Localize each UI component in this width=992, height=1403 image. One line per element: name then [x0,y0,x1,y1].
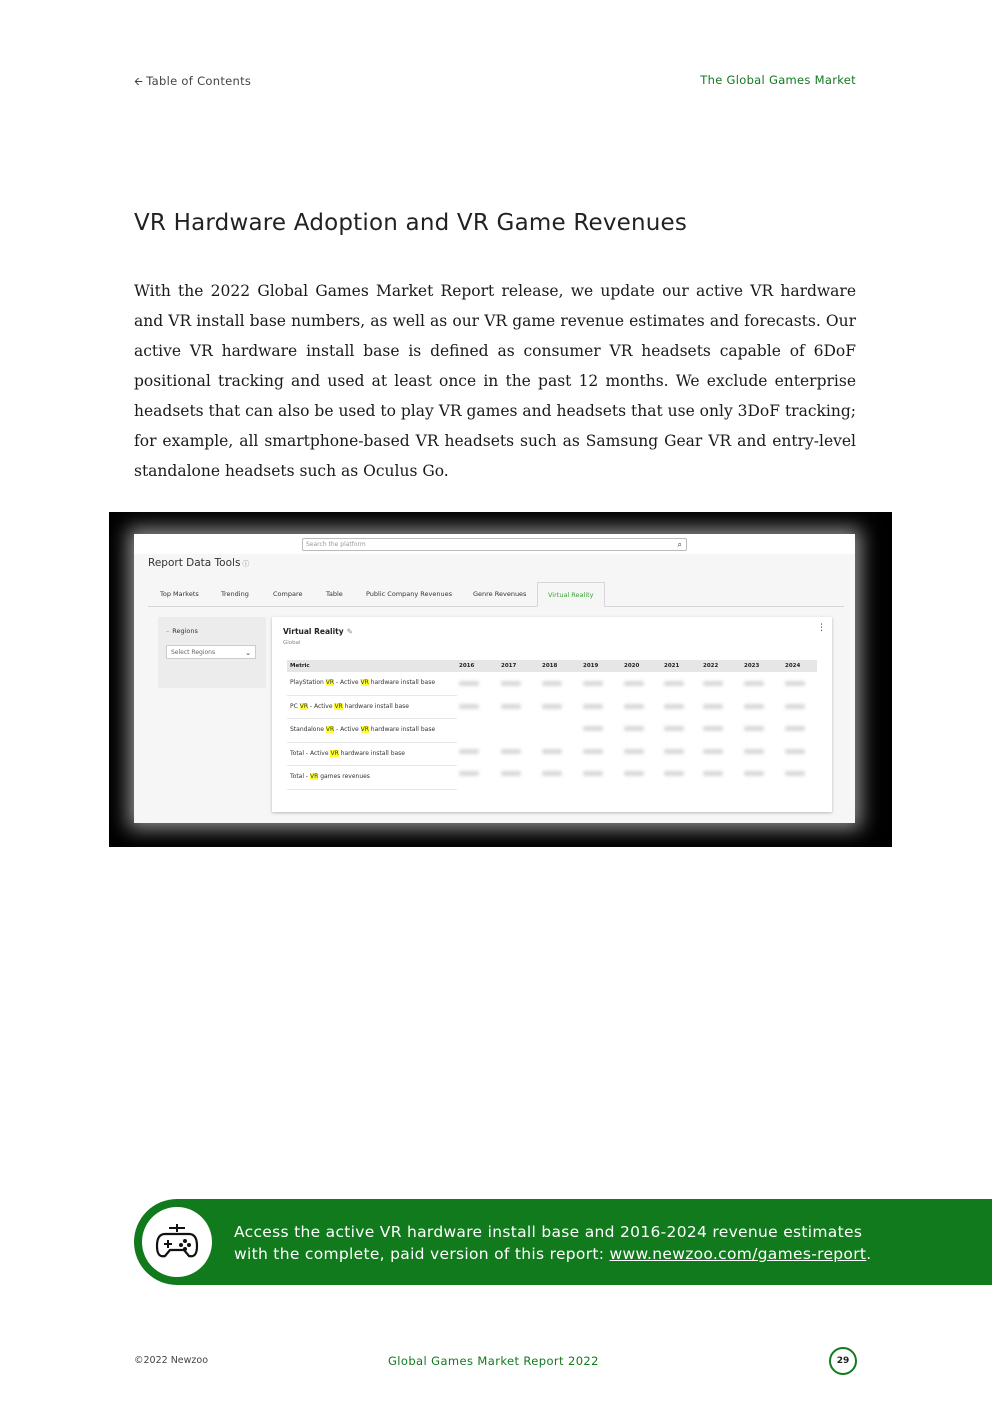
table-of-contents-link[interactable] [134,73,251,92]
blurred-cell [744,771,764,776]
blurred-cell [744,704,764,709]
blurred-cell [703,704,723,709]
col-2018: 2018 [542,663,558,669]
regions-text: Regions [172,627,198,635]
table-row [287,766,457,790]
info-icon[interactable]: ⓘ [242,560,250,568]
col-2024: 2024 [785,663,801,669]
banner-line-2-prefix: with the complete, paid version of this report: [234,1245,610,1263]
label-segment: PC [290,702,300,710]
col-2022: 2022 [703,663,719,669]
blurred-cell [624,749,644,754]
upsell-banner [134,1199,992,1285]
blurred-cell [785,749,805,754]
search-placeholder: Search the platform [306,541,366,548]
row-metric-label [290,703,409,710]
tab-top-markets[interactable]: Top Markets [160,590,199,598]
blurred-cell [583,749,603,754]
blurred-cell [459,749,479,754]
blurred-cell [459,681,479,686]
tab-trending[interactable]: Trending [221,590,249,598]
label-segment: Standalone [290,726,326,733]
blurred-cell [542,749,562,754]
toc-label: Table of Contents [146,74,252,88]
card-title [283,627,353,636]
label-segment: Total - Active [290,749,331,757]
row-metric-label [290,726,435,733]
blurred-values [459,672,819,784]
gamepad-icon [142,1207,212,1277]
label-segment: - Active [308,702,335,710]
screenshot-frame [134,534,855,823]
regions-select-value: Select Regions [171,649,216,656]
blurred-cell [703,749,723,754]
blurred-cell [501,749,521,754]
report-data-tools-heading [148,557,249,569]
vr-table [287,660,817,790]
blurred-cell [459,704,479,709]
banner-line-1: Access the active VR hardware install base and 2016-2024 revenue estimates [234,1223,863,1241]
arrow-left-icon: 🡨 [134,75,144,88]
blurred-cell [664,704,684,709]
report-tools-screenshot [109,512,892,847]
blurred-cell [703,726,723,731]
blurred-cell [785,726,805,731]
label-segment: Total - [290,773,310,780]
vr-highlight: VR [325,679,335,686]
vr-highlight: VR [310,773,319,780]
page-number: 29 [829,1347,857,1375]
chevron-down-icon: ⌄ [245,649,251,657]
blurred-cell [785,771,805,776]
blurred-cell [744,681,764,686]
blurred-cell [583,681,603,686]
vr-highlight: VR [299,702,308,710]
blurred-cell [664,749,684,754]
regions-label[interactable] [166,627,198,635]
banner-line-2 [234,1243,974,1265]
blurred-cell [542,681,562,686]
report-name: Global Games Market Report 2022 [388,1354,599,1368]
vr-highlight: VR [330,749,339,757]
label-segment: hardware install base [368,679,436,686]
blurred-cell [664,771,684,776]
vr-highlight: VR [334,702,343,710]
tab-public-company-revenues[interactable]: Public Company Revenues [366,590,452,598]
col-metric: Metric [290,663,310,669]
table-row [287,719,457,743]
row-metric-label [290,750,405,757]
label-segment: PlayStation [290,679,326,686]
blurred-cell [624,771,644,776]
regions-select[interactable] [166,645,256,659]
label-segment: hardware install base [338,749,405,757]
search-input[interactable] [302,538,687,551]
blurred-cell [542,704,562,709]
label-segment: - Active [334,726,361,733]
blurred-cell [501,681,521,686]
row-metric-label [290,773,370,780]
tab-virtual-reality[interactable]: Virtual Reality [537,582,605,607]
blurred-cell [459,771,479,776]
blurred-cell [583,771,603,776]
banner-text [234,1221,974,1265]
blurred-cell [624,681,644,686]
blurred-cell [501,704,521,709]
col-2016: 2016 [459,663,475,669]
report-data-tools-label: Report Data Tools [148,557,241,569]
vr-highlight: VR [360,726,369,733]
copyright: ©2022 Newzoo [134,1355,209,1366]
blurred-cell [624,704,644,709]
tab-compare[interactable]: Compare [273,590,303,598]
tab-bar [148,580,844,607]
label-segment: games revenues [318,773,370,780]
regions-filter-panel [158,617,266,688]
screenshot-topbar [134,534,855,554]
vr-highlight: VR [360,679,369,686]
blurred-cell [744,749,764,754]
gamepad-svg [155,1222,199,1262]
more-options-icon[interactable]: ⋮ [817,623,826,633]
table-header [287,660,817,672]
blurred-cell [664,681,684,686]
blurred-cell [744,726,764,731]
label-segment: hardware install base [368,726,436,733]
col-2020: 2020 [624,663,640,669]
blurred-cell [785,704,805,709]
games-report-link[interactable]: www.newzoo.com/games-report [609,1245,867,1263]
col-2023: 2023 [744,663,760,669]
blurred-cell [624,726,644,731]
body-paragraph: With the 2022 Global Games Market Report release, we update our active VR hardware and VR install base numbers, as well as our VR game revenue estimates and forecasts. Our active VR hardware install base is defined as consumer VR headsets capable of 6DoF positional tracking and used at least once in the past 12 months. We exclude enterprise headsets that can also be used to play VR games and headsets that use only 3DoF tracking; for example, all smartphone-based VR headsets such as Samsung Gear VR and entry-level standalone headsets such as Oculus Go. [134,282,856,480]
vr-data-card [272,617,832,812]
blurred-cell [664,726,684,731]
col-2019: 2019 [583,663,599,669]
table-row [287,672,457,696]
page-title: VR Hardware Adoption and VR Game Revenues [134,210,688,236]
col-2021: 2021 [664,663,680,669]
table-row [287,696,457,720]
section-title: The Global Games Market [700,73,856,87]
edit-icon[interactable]: ✎ [346,627,353,636]
blurred-cell [703,771,723,776]
card-title-text: Virtual Reality [283,627,344,636]
blurred-cell [583,704,603,709]
col-2017: 2017 [501,663,517,669]
tab-genre-revenues[interactable]: Genre Revenues [473,590,527,598]
blurred-cell [542,771,562,776]
vr-highlight: VR [325,726,335,733]
card-subtitle: Global [283,640,301,646]
label-segment: - Active [334,679,361,686]
tab-table[interactable]: Table [326,590,343,598]
blurred-cell [583,726,603,731]
collapse-icon[interactable]: – [166,627,170,635]
label-segment: hardware install base [342,702,409,710]
blurred-cell [501,771,521,776]
banner-line-2-suffix: . [866,1245,872,1263]
blurred-cell [703,681,723,686]
row-metric-label [290,679,435,686]
blurred-cell [785,681,805,686]
table-row [287,743,457,767]
search-icon[interactable]: ⌕ [677,540,682,549]
